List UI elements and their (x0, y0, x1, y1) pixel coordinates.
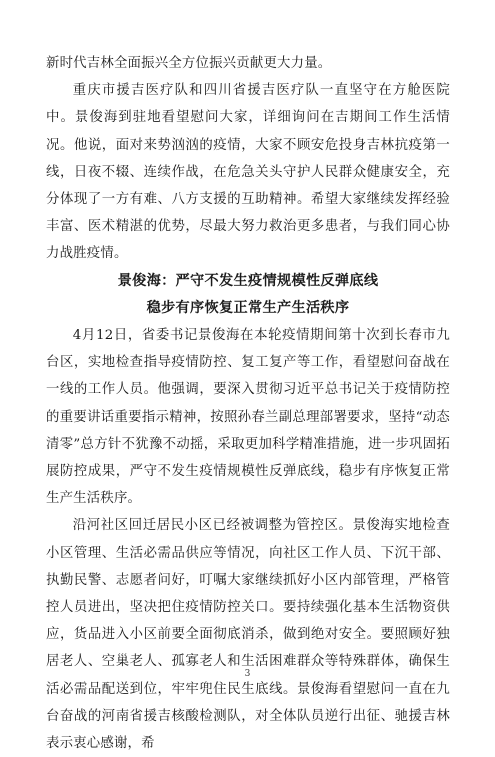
page-number: 3 (244, 669, 251, 679)
paragraph-jiutai-inspection: 4月12日，省委书记景俊海在本轮疫情期间第十次到长春市九台区，实地检查指导疫情防控、复工复产等工作，看望慰问奋战在一线的工作人员。他强调，要深入贯彻习近平总书记关于疫情防控的重要讲话重要指示精神，按照孙春兰副总理部署要求，坚持“动态清零”总方针不犹豫不动摇，采取更加科学精准措施，进一步巩固拓展防控成果，严守不发生疫情规模性反弹底线，稳步有序恢复正常生产生活秩序。 (46, 328, 450, 507)
heading-line-1: 景俊海：严守不发生疫情规模性反弹底线 (117, 272, 379, 289)
paragraph-medical-teams: 重庆市援吉医疗队和四川省援吉医疗队一直坚守在方舱医院中。景俊海到驻地看望慰问大家，详细询问在吉期间工作生活情况。他说，面对来势汹汹的疫情，大家不顾安危投身吉林抗疫第一线，日夜不辍、连续作战，在危急关头守护人民群众健康安全，充分体现了一方有难、八方支援的互助精神。希望大家继续发挥经验丰富、医术精湛的优势，尽最大努力救治更多患者，与我们同心协力战胜疫情。 (46, 83, 450, 262)
heading-line-2: 稳步有序恢复正常生产生活秩序 (146, 299, 350, 316)
section-heading (46, 268, 450, 322)
page-body (46, 50, 450, 757)
paragraph-continuation: 新时代吉林全面振兴全方位振兴贡献更大力量。 (46, 56, 332, 71)
paragraph-community-control: 沿河社区回迁居民小区已经被调整为管控区。景俊海实地检查小区管理、生活必需品供应等情况，向社区工作人员、下沉干部、执勤民警、志愿者问好，叮嘱大家继续抓好小区内部管理，严格管控人员进出，坚决把住疫情防控关口。要持续强化基本生活物资供应，货品进入小区前要全面彻底消杀，做到绝对安全。要照顾好独居老人、空巢老人、孤寡老人和生活困难群众等特殊群体，确保生活必需品配送到位，牢牢兜住民生底线。景俊海看望慰问一直在九台奋战的河南省援吉核酸检测队，对全体队员逆行出征、驰援吉林表示衷心感谢，希 (46, 518, 450, 752)
